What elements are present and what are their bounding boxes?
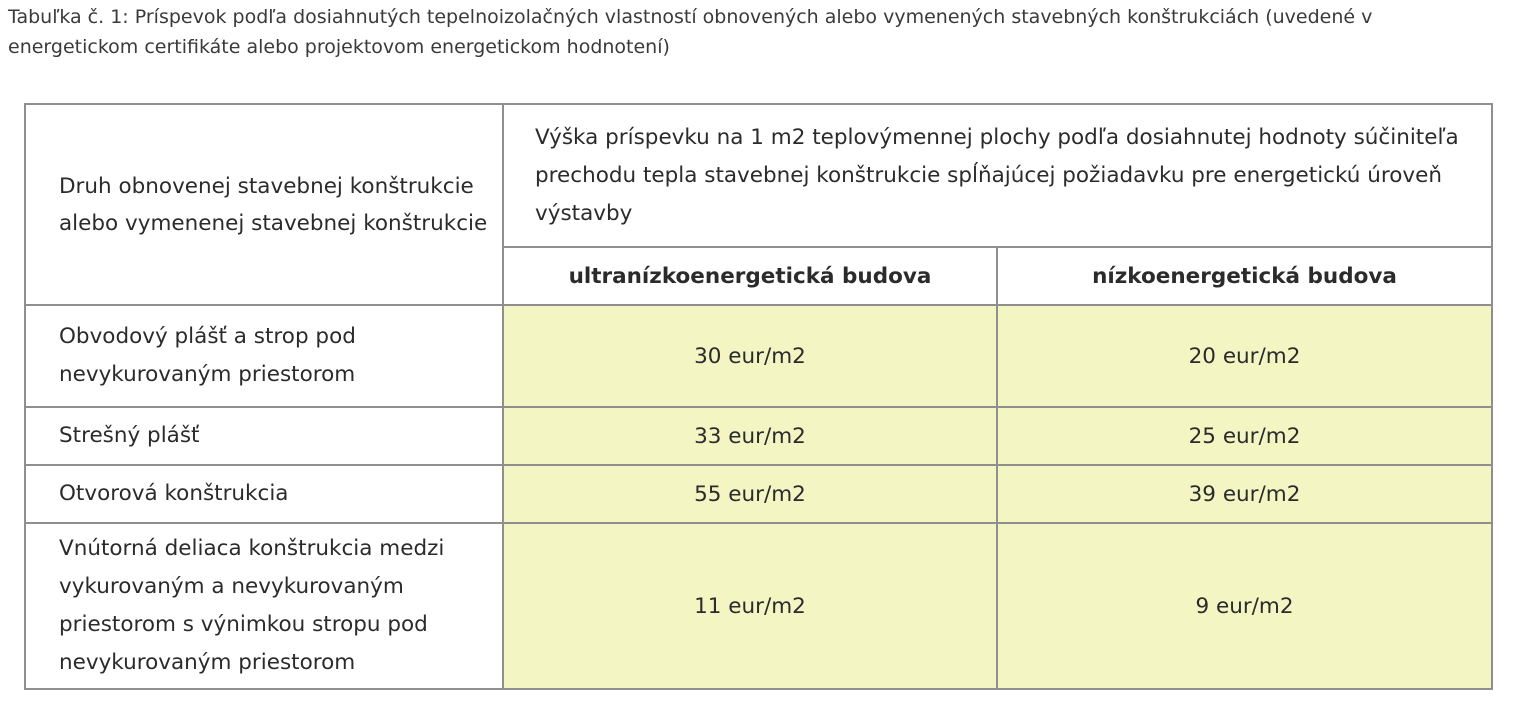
cell-low-value: 20 eur/m2 [997, 305, 1492, 407]
table-caption-line-2: energetickom certifikáte alebo projektovom energetickom hodnotení) [8, 36, 670, 58]
table-row [25, 305, 1492, 407]
header-ultra-low-energy: ultranízkoenergetická budova [503, 247, 997, 305]
cell-ultra-value: 55 eur/m2 [503, 465, 997, 523]
table-row [25, 407, 1492, 465]
cell-low-value: 39 eur/m2 [997, 465, 1492, 523]
row-construction: Otvorová konštrukcia [25, 465, 503, 523]
subsidy-table [24, 103, 1493, 690]
table-caption [8, 2, 1516, 62]
row-construction: Strešný plášť [25, 407, 503, 465]
cell-ultra-value: 30 eur/m2 [503, 305, 997, 407]
table-row [25, 465, 1492, 523]
cell-ultra-value: 33 eur/m2 [503, 407, 997, 465]
cell-low-value: 25 eur/m2 [997, 407, 1492, 465]
header-construction-type: Druh obnovenej stavebnej konštrukcie alebo vymenenej stavebnej konštrukcie [25, 104, 503, 305]
header-subsidy-amount: Výška príspevku na 1 m2 teplovýmennej plochy podľa dosiahnutej hodnoty súčiniteľa prechodu tepla stavebnej konštrukcie spĺňajúcej požiadavku pre energetickú úroveň výstavby [503, 104, 1492, 247]
header-row-top [25, 104, 1492, 247]
table-row [25, 523, 1492, 689]
row-construction: Obvodový plášť a strop pod nevykurovaným priestorom [25, 305, 503, 407]
cell-low-value: 9 eur/m2 [997, 523, 1492, 689]
row-construction: Vnútorná deliaca konštrukcia medzi vykurovaným a nevykurovaným priestorom s výnimkou stropu pod nevykurovaným priestorom [25, 523, 503, 689]
header-low-energy: nízkoenergetická budova [997, 247, 1492, 305]
cell-ultra-value: 11 eur/m2 [503, 523, 997, 689]
table-caption-line-1: Tabuľka č. 1: Príspevok podľa dosiahnutých tepelnoizolačných vlastností obnovených alebo vymenených stavebných konštrukciách (uvedené v [8, 6, 1373, 28]
